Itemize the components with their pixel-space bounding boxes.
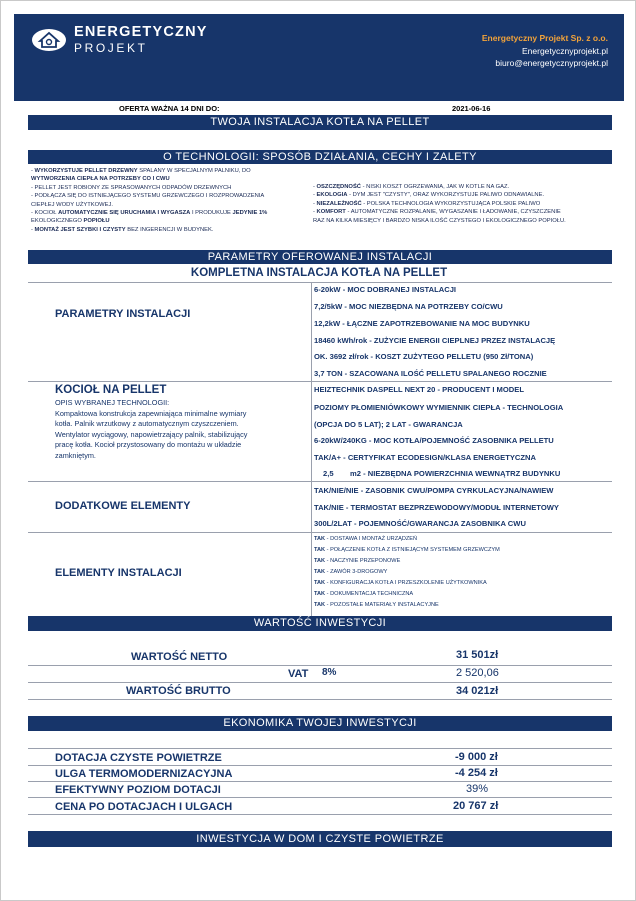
extras-title: DODATKOWE ELEMENTY	[55, 500, 191, 512]
economics-row-label: ULGA TERMOMODERNIZACYJNA	[55, 768, 233, 780]
element-item: TAK - DOKUMENTACJA TECHNICZNA	[314, 591, 414, 597]
economics-row-value: -4 254 zł	[455, 767, 498, 779]
installation-row: 6-20kW - MOC DOBRANEJ INSTALACJI	[314, 285, 457, 294]
brand-subname: PROJEKT	[74, 41, 148, 55]
vat-value: 2 520,06	[456, 667, 499, 679]
extras-row: TAK/NIE/NIE - ZASOBNIK CWU/POMPA CYRKULACYJNA/NAWIEW	[314, 486, 554, 495]
economics-row-value: 39%	[466, 783, 489, 795]
params-subtitle: KOMPLETNA INSTALACJA KOTŁA NA PELLET	[190, 267, 448, 279]
economics-row-label: DOTACJA CZYSTE POWIETRZE	[55, 752, 222, 764]
economics-row-label: CENA PO DOTACJACH I ULGACH	[55, 801, 233, 813]
offer-validity-label: OFERTA WAŻNA 14 DNI DO:	[119, 104, 220, 113]
element-item: TAK - KONFIGURACJA KOTŁA I PRZESZKOLENIE UŻYTKOWNIKA	[314, 580, 487, 586]
brutto-label: WARTOŚĆ BRUTTO	[126, 685, 231, 697]
boiler-area-text: m2 - NIEZBĘDNA POWIERZCHNIA WEWNĄTRZ BUDYNKU	[350, 469, 561, 478]
divider	[28, 748, 612, 749]
economics-row-label: EFEKTYWNY POZIOM DOTACJI	[55, 784, 221, 796]
technology-left-text: - WYKORZYSTUJE PELLET DRZEWNY SPALANY W SPECJALNYM PALNIKU, DO WYTWORZENIA CIEPŁA NA POTRZEBY CO I CWU - PELLET JEST ROBIONY ZE SPRASOWANYCH ODPADÓW DRZEWNYCH - PODŁĄCZA SIĘ DO ISTNIEJĄCEGO SYSTEMU GRZEWCZEGO I ROZPROWADZENIA CIEPŁEJ WODY UŻYTKOWEJ. - KOCIOŁ AUTOMATYCZNIE SIĘ URUCHAMIA I WYGASZA I PRODUKUJE JEDYNIE 1% EKOLOGICZNEGO POPIOŁU - MONTAŻ JEST SZYBKI I CZYSTY BEZ INGERENCJI W BUDYNEK.	[31, 168, 268, 233]
elements-title: ELEMENTY INSTALACJI	[55, 567, 182, 579]
footer-bar: INWESTYCJA W DOM I CZYSTE POWIETRZE	[28, 831, 612, 847]
offer-validity-date: 2021-06-16	[452, 104, 491, 113]
boiler-row: TAK/A+ - CERTYFIKAT ECODESIGN/KLASA ENERGETYCZNA	[314, 453, 536, 462]
netto-value: 31 501zł	[456, 649, 499, 661]
divider	[28, 282, 612, 283]
vat-label: VAT	[288, 668, 309, 680]
company-info	[482, 32, 608, 70]
column-divider	[311, 282, 312, 617]
boiler-row: (OPCJA DO 5 LAT); 2 LAT - GWARANCJA	[314, 420, 463, 429]
boiler-row: 6-20kW/240KG - MOC KOTŁA/POJEMNOŚĆ ZASOBNIKA PELLETU	[314, 436, 554, 445]
boiler-row: HEIZTECHNIK DASPELL NEXT 20 - PRODUCENT I MODEL	[314, 385, 524, 394]
element-item: TAK - ZAWÓR 3-DROGOWY	[314, 569, 388, 575]
boiler-area-value: 2,5	[323, 469, 334, 478]
brand-name: ENERGETYCZNY	[74, 24, 208, 40]
element-item: TAK - POŁĄCZENIE KOTŁA Z ISTNIEJĄCYM SYSTEMEM GRZEWCZYM	[314, 547, 500, 553]
installation-row: OK. 3692 zł/rok - KOSZT ZUŻYTEGO PELLETU (950 Zł/TONA)	[314, 352, 534, 361]
netto-label: WARTOŚĆ NETTO	[131, 651, 228, 663]
installation-row: 7,2/5kW - MOC NIEZBĘDNA NA POTRZEBY CO/CWU	[314, 302, 503, 311]
element-item: TAK - NACZYNIE PRZEPONOWE	[314, 558, 401, 564]
installation-row: 3,7 TON - SZACOWANA ILOŚĆ PELLETU SPALANEGO ROCZNIE	[314, 369, 547, 378]
installation-title: PARAMETRY INSTALACJI	[55, 308, 191, 320]
brutto-value: 34 021zł	[456, 685, 499, 697]
company-name: Energetyczny Projekt Sp. z o.o.	[481, 33, 608, 43]
house-logo-icon	[31, 26, 67, 52]
technology-bar: O TECHNOLOGII: SPOSÓB DZIAŁANIA, CECHY I ZALETY	[28, 150, 612, 164]
installation-row: 12,2kW - ŁĄCZNE ZAPOTRZEBOWANIE NA MOC BUDYNKU	[314, 319, 530, 328]
extras-row: TAK/NIE - TERMOSTAT BEZPRZEWODOWY/MODUŁ INTERNETOWY	[314, 503, 559, 512]
extras-row: 300L/2LAT - POJEMNOŚĆ/GWARANCJA ZASOBNIKA CWU	[314, 519, 526, 528]
company-email[interactable]: biuro@energetycznyprojekt.pl	[495, 58, 608, 68]
params-bar: PARAMETRY OFEROWANEJ INSTALACJI	[28, 250, 612, 264]
company-website[interactable]: Energetycznyprojekt.pl	[522, 45, 608, 56]
technology-right-text: - OSZCZĘDNOŚĆ - NISKI KOSZT OGRZEWANIA, JAK W KOTLE NA GAZ. - EKOLOGIA - DYM JEST "CZYSTY", ORAZ WYKORZYSTUJE PALIWO ODNAWIALNE. - NIEZALEŻNOŚĆ - POLSKA TECHNOLOGIA WYKORZYSTUJĄCA POLSKIE PALIWO - KOMFORT - AUTOMATYCZNE ROZPALANIE, WYGASZANIE I ŁADOWANIE, CZYSZCZENIE RAZ NA KILKA MIESIĘCY I BARDZO NISKA ILOŚĆ CZYSTEGO I EKOLOGICZNEGO POPIOŁU.	[313, 184, 566, 224]
economics-row-value: 20 767 zł	[453, 800, 499, 812]
divider	[28, 481, 612, 482]
economics-row-value: -9 000 zł	[455, 751, 498, 763]
divider	[28, 797, 612, 798]
header	[14, 14, 624, 101]
vat-rate: 8%	[322, 667, 337, 678]
element-item: TAK - DOSTAWA I MONTAŻ URZĄDZEŃ	[314, 536, 418, 542]
economics-bar: EKONOMIKA TWOJEJ INWESTYCJI	[28, 716, 612, 731]
divider	[28, 765, 612, 766]
divider	[28, 814, 612, 815]
element-item: TAK - POZOSTAŁE MATERIAŁY INSTALACYJNE	[314, 602, 439, 608]
boiler-title: KOCIOŁ NA PELLET	[55, 384, 167, 396]
divider	[28, 665, 612, 666]
installation-row: 18460 kWh/rok - ZUŻYCIE ENERGII CIEPLNEJ PRZEZ INSTALACJĘ	[314, 336, 556, 345]
boiler-description: OPIS WYBRANEJ TECHNOLOGII: Kompaktowa konstrukcja zapewniająca minimalne wymiary kotła. Palnik wrzutkowy z automatycznym czyszczeniem. Wentylator wyciągowy, napowietrzający palnik, stabilizujący pracę kotła. Kocioł przystosowany do montażu w układzie zamkniętym.	[55, 398, 248, 460]
divider	[28, 682, 612, 683]
value-bar: WARTOŚĆ INWESTYCJI	[28, 616, 612, 631]
divider	[28, 781, 612, 782]
divider	[28, 699, 612, 700]
boiler-row: POZIOMY PŁOMIENIÓWKOWY WYMIENNIK CIEPŁA - TECHNOLOGIA	[314, 403, 564, 412]
divider	[28, 532, 612, 533]
divider	[28, 381, 612, 382]
title-bar: TWOJA INSTALACJA KOTŁA NA PELLET	[28, 115, 612, 130]
